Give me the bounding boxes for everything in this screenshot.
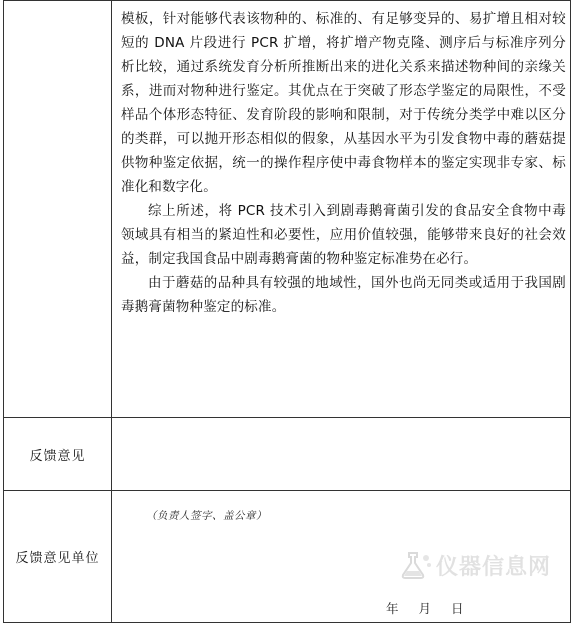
instrument-logo-icon: [399, 549, 433, 581]
body-label-cell: [4, 1, 112, 418]
sign-note: （负责人签字、盖公章）: [146, 510, 267, 522]
date-line: [386, 599, 464, 617]
watermark: [399, 549, 551, 581]
unit-row: [4, 491, 571, 623]
body-paragraph-3: 由于蘑菇的品种具有较强的地域性，国外也尚无同类或适用于我国剧毒鹅膏菌物种鉴定的标准。: [121, 275, 566, 315]
unit-value-cell[interactable]: [112, 491, 571, 623]
body-paragraph-2: 综上所述，将 PCR 技术引入到剧毒鹅膏菌引发的食品安全食物中毒领域具有相当的紧迫性和必要性，应用价值较强，能够带来良好的社会效益，制定我国食品中剧毒鹅膏菌的物种鉴定标准势在必行。: [121, 203, 566, 267]
date-month-label: 月: [418, 601, 432, 616]
date-year-label: 年: [386, 601, 399, 616]
feedback-row: [4, 418, 571, 491]
watermark-text: 仪器信息网: [436, 554, 552, 580]
feedback-label: 反馈意见: [4, 418, 112, 491]
date-day-label: 日: [451, 601, 464, 616]
form-table: [3, 0, 571, 623]
body-row: [4, 1, 571, 418]
unit-label: 反馈意见单位: [4, 491, 112, 623]
feedback-value-cell[interactable]: [112, 418, 571, 491]
body-text-cell: [112, 1, 571, 418]
body-paragraph-1: 模板，针对能够代表该物种的、标准的、有足够变异的、易扩增且相对较短的 DNA 片段进行 PCR 扩增，将扩增产物克隆、测序后与标准序列分析比较，通过系统发育分析所推断出来的进化关系来描述物种间的亲缘关系，进而对物种进行鉴定。其优点在于突破了形态学鉴定的局限性，不受样品个体形态特征、发育阶段的影响和限制，对于传统分类学中难以区分的类群，可以抛开形态相似的假象，从基因水平为引发食物中毒的蘑菇提供物种鉴定依据，统一的操作程序使中毒食物样本的鉴定实现非专家、标准化和数字化。: [121, 11, 566, 195]
